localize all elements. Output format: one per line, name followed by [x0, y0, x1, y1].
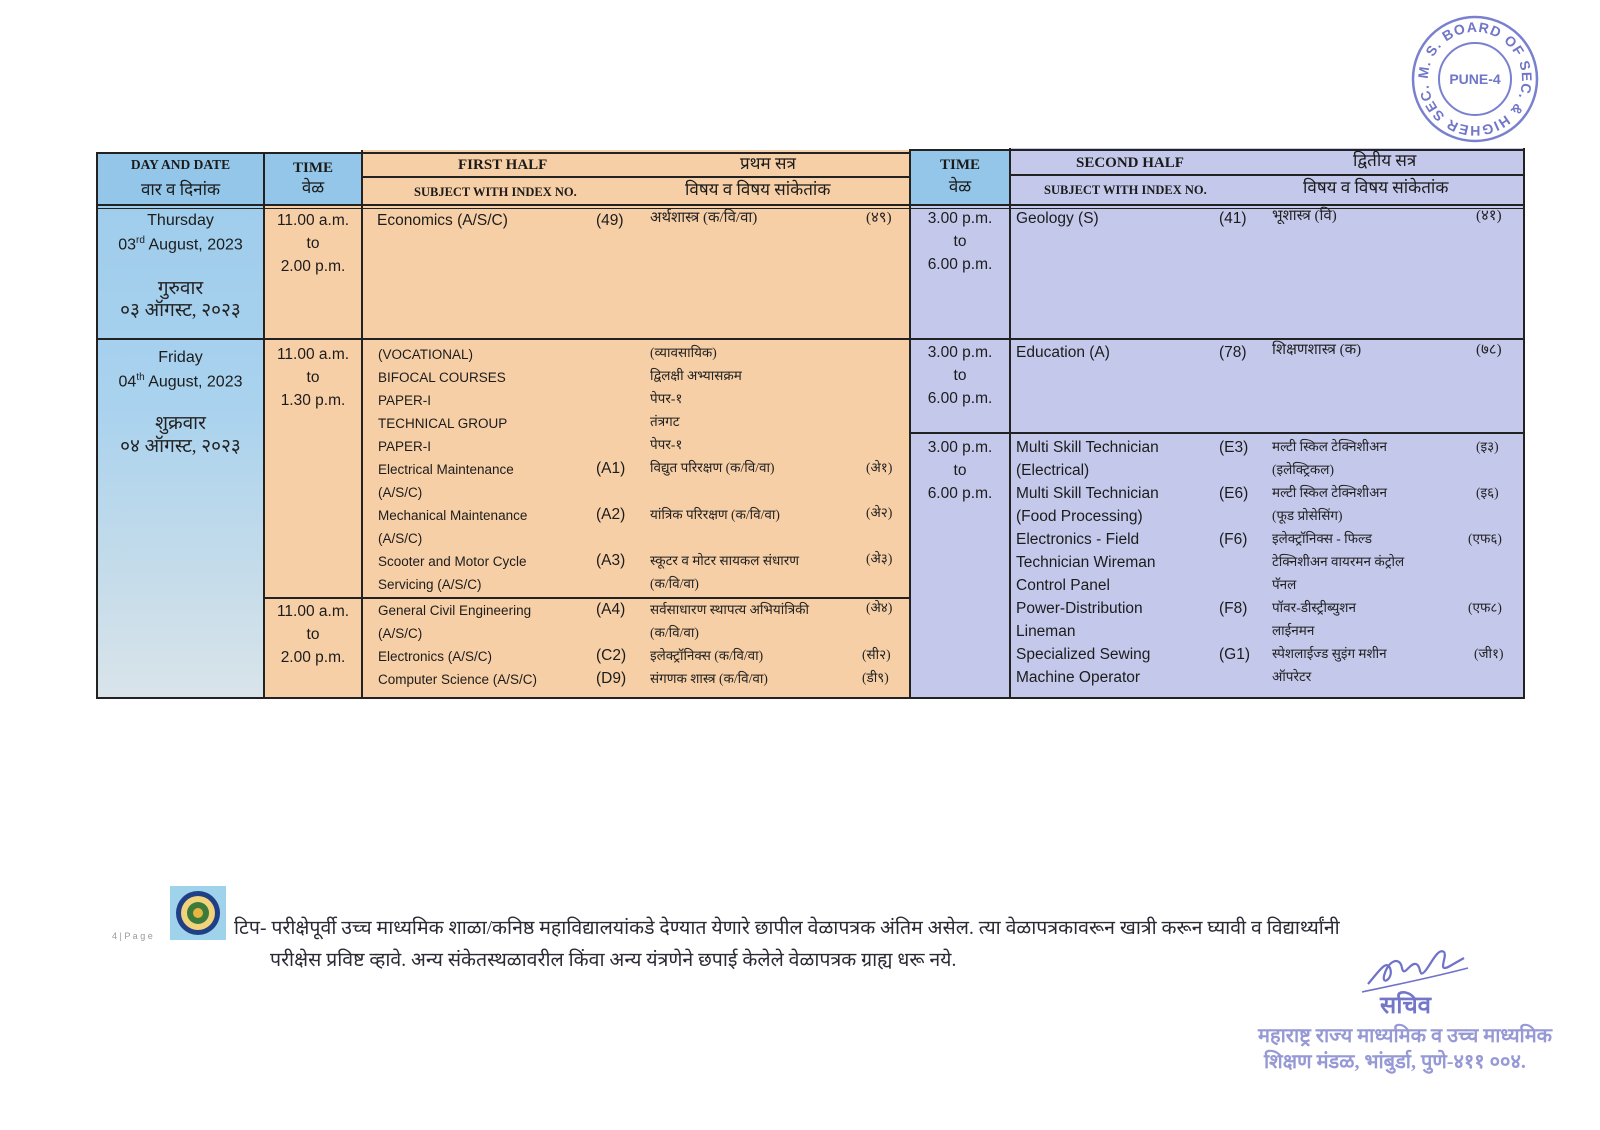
row1-day-mr: गुरुवार	[157, 278, 204, 299]
row2-subject-d9-code-mr: (डी९)	[862, 670, 889, 685]
row2-subject-a3-mr-line2: (क/वि/वा)	[650, 576, 699, 591]
row2-time1b-to: to	[306, 626, 320, 643]
header-time1-mr: वेळ	[301, 178, 325, 197]
header-time1-en: TIME	[292, 160, 333, 176]
row1-date-mr: ०३ ऑगस्ट, २०२३	[120, 300, 241, 321]
seal-outer-text: M. S. BOARD OF SEC. & HIGHER SEC.	[1414, 18, 1536, 140]
row1-time2-to: to	[953, 233, 967, 250]
board-logo-icon	[170, 886, 226, 940]
row1-day-en: Thursday	[147, 212, 214, 229]
header-second-subject-en: SUBJECT WITH INDEX NO.	[1044, 183, 1207, 197]
row2-time2b-start: 3.00 p.m.	[927, 439, 993, 456]
row1-time1-to: to	[306, 235, 320, 252]
signature-icon	[1360, 940, 1470, 996]
row1-second-subject-mr: भूशास्त्र (वि)	[1272, 208, 1337, 224]
row2-second-f6-code-mr: (एफ६)	[1468, 531, 1502, 546]
row2-group-en-2: PAPER-I	[378, 393, 432, 408]
row2-time1a-start: 11.00 a.m.	[276, 346, 350, 363]
row2-second-f6-line2: Technician Wireman	[1016, 554, 1156, 571]
row2-subject-a4-mr-line2: (क/वि/वा)	[650, 625, 699, 640]
row1-time1-start: 11.00 a.m.	[276, 212, 350, 229]
row2-second-e3-code-mr: (इ३)	[1476, 439, 1499, 454]
row2-group-mr-3: तंत्रगट	[650, 414, 680, 429]
header-second-half-en: SECOND HALF	[1076, 155, 1184, 171]
row2-subject-a4-code: (A4)	[596, 601, 626, 618]
row2-second-f8-code-mr: (एफ८)	[1468, 600, 1502, 615]
row2-date-en: 04th August, 2023	[118, 372, 243, 391]
row2-time2a-start: 3.00 p.m.	[927, 344, 993, 361]
row2-second-e6-code-mr: (इ६)	[1476, 485, 1499, 500]
header-day-date-mr: वार व दिनांक	[140, 180, 221, 199]
header-second-subject-mr: विषय व विषय सांकेतांक	[1303, 178, 1449, 197]
row2-subject-a2-code-mr: (अे२)	[866, 505, 893, 520]
signatory-org-line1: महाराष्ट्र राज्य माध्यमिक व उच्च माध्यमिक	[1258, 1025, 1553, 1047]
row1-time2-end: 6.00 p.m.	[927, 256, 993, 273]
row2-second-a-subject-mr: शिक्षणशास्त्र (क)	[1272, 342, 1362, 358]
footer-note-line2: परीक्षेस प्रविष्ट व्हावे. अन्य संकेतस्थळावरील किंवा अन्य यंत्रणेने छपाई केलेले वेळापत्रक ग्राह्य धरू नये.	[270, 950, 957, 971]
row1-first-subject: Economics (A/S/C)	[377, 212, 508, 229]
header-first-half-en: FIRST HALF	[458, 157, 548, 173]
header-first-subject-en: SUBJECT WITH INDEX NO.	[414, 185, 577, 199]
row1-second-code: (41)	[1219, 210, 1247, 227]
row2-subject-a3-line1: Scooter and Motor Cycle	[378, 554, 527, 569]
row2-subject-a3-code: (A3)	[596, 552, 626, 569]
row2-time2a-end: 6.00 p.m.	[927, 390, 993, 407]
row2-subject-c2-code-mr: (सी२)	[862, 647, 891, 662]
row2-subject-a4-mr-line1: सर्वसाधारण स्थापत्य अभियांत्रिकी	[650, 602, 810, 617]
header-second-half-mr: द्वितीय सत्र	[1353, 151, 1417, 170]
row2-second-g1-line1: Specialized Sewing	[1016, 646, 1151, 663]
row2-second-f8-code: (F8)	[1219, 600, 1248, 617]
row1-first-code: (49)	[596, 212, 624, 229]
row2-time2b-to: to	[953, 462, 967, 479]
signatory-org-line2: शिक्षण मंडळ, भांबुर्डा, पुणे-४११ ००४.	[1264, 1051, 1526, 1073]
row2-second-a-code: (78)	[1219, 344, 1247, 361]
row2-subject-a1-code: (A1)	[596, 460, 626, 477]
row2-subject-d9: Computer Science (A/S/C)	[378, 672, 538, 687]
row2-date-mr: ०४ ऑगस्ट, २०२३	[120, 436, 241, 457]
row2-second-f8-line2: Lineman	[1016, 623, 1076, 640]
row2-second-f8-mr-line1: पॉवर-डीस्ट्रीब्युशन	[1272, 600, 1356, 615]
row2-time1a-to: to	[306, 369, 320, 386]
header-first-subject-mr: विषय व विषय सांकेतांक	[685, 180, 831, 199]
row2-time2a-to: to	[953, 367, 967, 384]
row2-second-f6-mr-line3: पॅनल	[1272, 577, 1297, 592]
row2-second-e3-code: (E3)	[1219, 439, 1249, 456]
footer-note-line1: टिप- परीक्षेपूर्वी उच्च माध्यमिक शाळा/कनिष्ठ महाविद्यालयांकडे देण्यात येणारे छापील वेळापत्रक अंतिम असेल. त्या वेळापत्रकावरून खात्री करून घ्यावी व विद्यार्थ्यांनी	[234, 918, 1340, 939]
row1-first-subject-mr: अर्थशास्त्र (क/वि/वा)	[650, 210, 758, 226]
row1-time2-start: 3.00 p.m.	[927, 210, 993, 227]
row2-time2b-end: 6.00 p.m.	[927, 485, 993, 502]
row2-second-a-subject: Education (A)	[1016, 344, 1110, 361]
row2-subject-a1-line2: (A/S/C)	[378, 485, 423, 500]
row2-group-en-3: TECHNICAL GROUP	[378, 416, 508, 431]
row2-subject-a2-line1: Mechanical Maintenance	[378, 508, 528, 523]
row2-group-mr-1: द्विलक्षी अभ्यासक्रम	[650, 368, 742, 383]
row2-second-f6-code: (F6)	[1219, 531, 1248, 548]
row2-second-e6-line1: Multi Skill Technician	[1016, 485, 1159, 502]
row2-subject-a1-mr: विद्युत परिरक्षण (क/वि/वा)	[650, 460, 775, 475]
row2-time1a-end: 1.30 p.m.	[280, 392, 346, 409]
row2-second-g1-mr-line2: ऑपरेटर	[1272, 669, 1312, 684]
signatory-title: सचिव	[1380, 993, 1432, 1019]
row2-second-e3-line2: (Electrical)	[1016, 462, 1090, 479]
row2-second-f6-line3: Control Panel	[1016, 577, 1110, 594]
row2-day-en: Friday	[158, 349, 203, 366]
row2-subject-a2-code: (A2)	[596, 506, 626, 523]
row2-second-g1-code: (G1)	[1219, 646, 1250, 663]
row2-second-g1-line2: Machine Operator	[1016, 669, 1141, 686]
header-time2-en: TIME	[939, 157, 980, 173]
row2-subject-c2-mr: इलेक्ट्रॉनिक्स (क/वि/वा)	[650, 648, 764, 663]
row2-subject-d9-code: (D9)	[596, 670, 627, 687]
row2-subject-a1-code-mr: (अे१)	[866, 460, 893, 475]
row2-group-mr-0: (व्यावसायिक)	[650, 345, 717, 360]
row2-second-g1-code-mr: (जी१)	[1474, 646, 1504, 661]
row2-subject-a4-line2: (A/S/C)	[378, 626, 423, 641]
row2-second-e3-line1: Multi Skill Technician	[1016, 439, 1159, 456]
row2-second-e6-code: (E6)	[1219, 485, 1249, 502]
row2-second-g1-mr-line1: स्पेशलाईज्ड सुइंग मशीन	[1272, 646, 1387, 661]
header-day-date-en: DAY AND DATE	[130, 157, 231, 172]
page-number: 4 | P a g e	[112, 931, 153, 941]
row2-group-en-0: (VOCATIONAL)	[378, 347, 474, 362]
row2-second-f6-mr-line1: इलेक्ट्रॉनिक्स - फिल्ड	[1272, 531, 1372, 546]
row2-subject-a1-line1: Electrical Maintenance	[378, 462, 514, 477]
header-time2-mr: वेळ	[948, 177, 972, 196]
row2-second-f6-line1: Electronics - Field	[1016, 531, 1140, 548]
row2-second-f8-line1: Power-Distribution	[1016, 600, 1143, 617]
row2-second-a-code-mr: (७८)	[1476, 342, 1502, 358]
row2-subject-a3-mr-line1: स्कूटर व मोटर सायकल संधारण	[650, 553, 800, 568]
row2-time1b-start: 11.00 a.m.	[276, 603, 350, 620]
row1-date-en: 03rd August, 2023	[118, 235, 243, 254]
row2-subject-a2-line2: (A/S/C)	[378, 531, 423, 546]
row2-second-e6-mr-line1: मल्टी स्किल टेक्निशीअन	[1272, 485, 1387, 500]
row2-subject-a4-line1: General Civil Engineering	[378, 603, 532, 618]
row2-group-mr-2: पेपर-१	[650, 391, 683, 406]
row1-time1-end: 2.00 p.m.	[280, 258, 346, 275]
row2-day-mr: शुक्रवार	[155, 413, 206, 434]
row2-second-e3-mr-line2: (इलेक्ट्रिकल)	[1272, 462, 1334, 477]
row2-second-f8-mr-line2: लाईनमन	[1272, 623, 1315, 638]
board-logo	[170, 886, 226, 940]
board-seal	[1410, 14, 1540, 144]
row2-second-e3-mr-line1: मल्टी स्किल टेक्निशीअन	[1272, 439, 1387, 454]
row2-subject-a3-line2: Servicing (A/S/C)	[378, 577, 482, 592]
row2-second-e6-line2: (Food Processing)	[1016, 508, 1143, 525]
row2-group-en-4: PAPER-I	[378, 439, 432, 454]
row2-time1b-end: 2.00 p.m.	[280, 649, 346, 666]
row2-subject-a3-code-mr: (अे३)	[866, 551, 893, 566]
row2-subject-a4-code-mr: (अे४)	[866, 600, 893, 615]
header-first-half-mr: प्रथम सत्र	[740, 154, 796, 173]
row2-group-en-1: BIFOCAL COURSES	[378, 370, 506, 385]
seal-icon	[1410, 14, 1540, 144]
row1-second-code-mr: (४१)	[1476, 208, 1502, 224]
row2-second-f6-mr-line2: टेक्निशीअन वायरमन कंट्रोल	[1272, 554, 1405, 569]
seal-center-text: PUNE-4	[1449, 71, 1501, 87]
row2-subject-d9-mr: संगणक शास्त्र (क/वि/वा)	[650, 671, 768, 686]
row2-subject-a2-mr: यांत्रिक परिरक्षण (क/वि/वा)	[650, 507, 780, 522]
row2-second-e6-mr-line2: (फूड प्रोसेसिंग)	[1272, 508, 1343, 523]
signature	[1360, 940, 1470, 996]
row1-second-subject: Geology (S)	[1016, 210, 1099, 227]
row2-subject-c2: Electronics (A/S/C)	[378, 649, 493, 664]
row2-group-mr-4: पेपर-१	[650, 437, 683, 452]
row2-subject-c2-code: (C2)	[596, 647, 627, 664]
row1-first-code-mr: (४९)	[866, 210, 892, 226]
